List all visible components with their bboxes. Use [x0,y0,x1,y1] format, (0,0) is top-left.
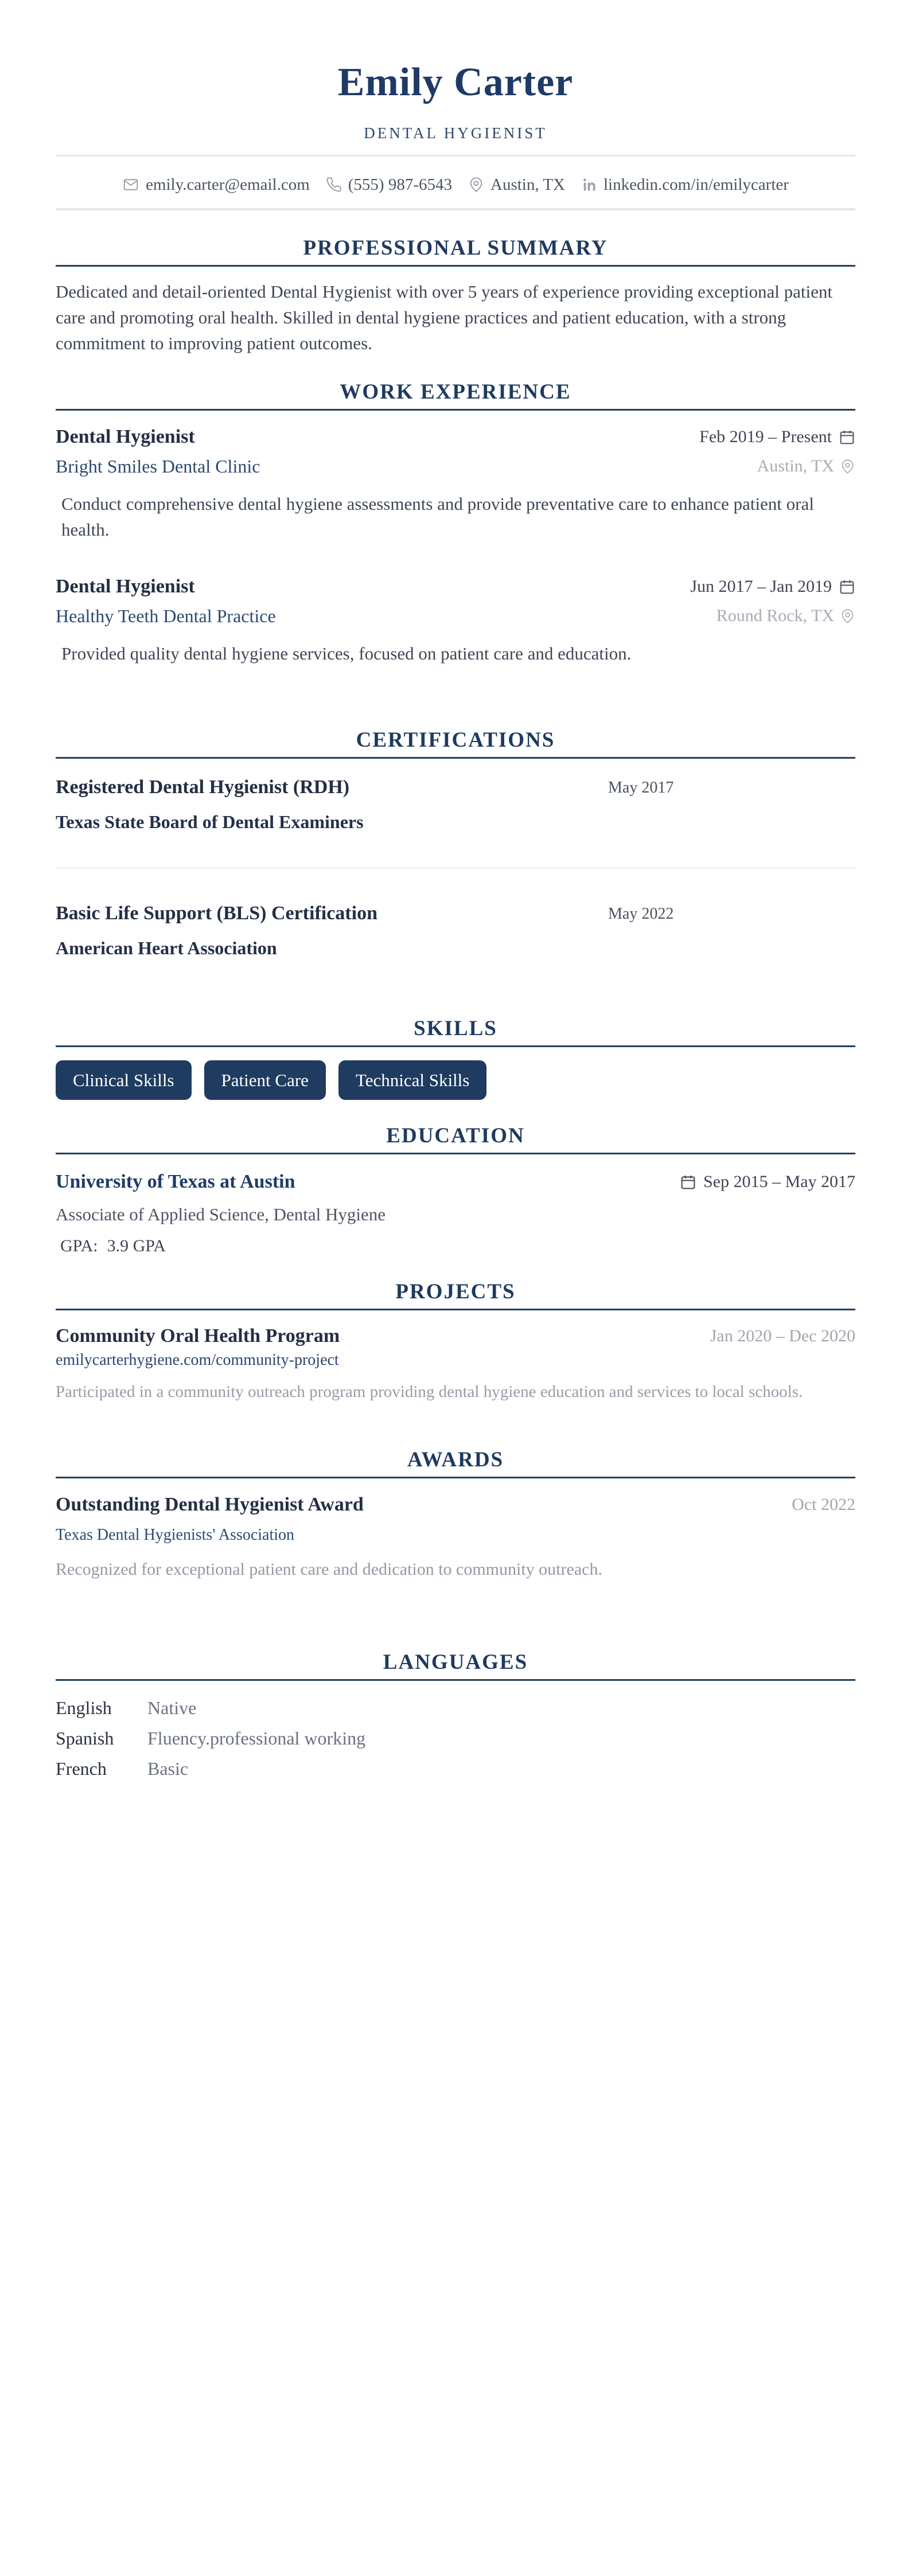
skill-chip: Clinical Skills [56,1060,192,1100]
contact-linkedin [581,175,789,194]
location-pin-icon [468,177,484,193]
education-dates [680,1172,855,1192]
divider [56,208,855,210]
language-list [56,1697,855,1779]
education-entry-row [56,1170,855,1193]
linkedin-icon [581,177,597,193]
person-name: Emily Carter [337,60,574,104]
phone-icon [326,177,342,193]
education-rule [56,1153,855,1154]
language-level: Native [147,1697,197,1718]
contact-location [468,175,565,194]
contact-phone-text: (555) 987-6543 [348,175,452,194]
divider [56,155,855,157]
skill-chip: Patient Care [204,1060,326,1100]
calendar-icon [839,579,855,595]
education-dates-text: Sep 2015 – May 2017 [703,1172,855,1191]
divider [56,868,855,869]
award-date: Oct 2022 [792,1495,855,1514]
job-title: Dental Hygienist [56,576,195,597]
job-dates [690,577,855,596]
section-title-summary: PROFESSIONAL SUMMARY [303,236,608,260]
contact-location-text: Austin, TX [490,175,565,194]
summary-rule [56,265,855,267]
project-name: Community Oral Health Program [56,1325,340,1346]
job-dates [699,427,855,447]
section-title-awards: AWARDS [407,1448,504,1472]
calendar-icon [839,429,855,446]
experience-title-row [56,575,855,598]
certification-name: Registered Dental Hygienist (RDH) [56,776,350,798]
certification-issuer: Texas State Board of Dental Examiners [56,811,364,832]
certification-entry [56,902,855,959]
skills-rule [56,1045,855,1047]
project-description: Participated in a community outreach program providing dental hygiene education and services to local schools. [56,1383,803,1401]
location-pin-icon [840,459,855,474]
section-title-skills: SKILLS [414,1017,497,1040]
award-name: Outstanding Dental Hygienist Award [56,1494,364,1515]
job-dates-text: Feb 2019 – Present [699,427,832,446]
section-title-education: EDUCATION [386,1124,525,1148]
certification-date: May 2022 [608,905,674,923]
gpa-row [56,1236,855,1256]
certifications-rule [56,757,855,759]
job-location [757,456,855,476]
awards-rule [56,1477,855,1478]
projects-rule [56,1309,855,1310]
project-link[interactable]: emilycarterhygiene.com/community-project [56,1351,339,1369]
company-name: Bright Smiles Dental Clinic [56,456,260,477]
job-title: Dental Hygienist [56,426,195,447]
contact-email-text: emily.carter@email.com [146,175,310,194]
language-row [56,1758,855,1779]
job-description: Provided quality dental hygiene services, focused on patient care and education. [61,643,632,663]
language-row [56,1697,855,1719]
contact-row [56,174,855,195]
school-name: University of Texas at Austin [56,1171,295,1192]
skill-chip: Technical Skills [338,1060,486,1100]
skills-chip-list [56,1060,855,1100]
experience-entry [56,575,855,666]
job-dates-text: Jun 2017 – Jan 2019 [690,577,832,596]
language-row [56,1727,855,1749]
experience-company-row [56,455,855,477]
company-name: Healthy Teeth Dental Practice [56,606,276,626]
certification-entry [56,776,855,833]
experience-company-row [56,605,855,627]
section-title-experience: WORK EXPERIENCE [340,380,571,404]
section-title-languages: LANGUAGES [383,1650,528,1674]
project-dates: Jan 2020 – Dec 2020 [710,1326,855,1345]
languages-rule [56,1679,855,1681]
envelope-icon [122,176,139,193]
job-location [717,606,855,626]
certification-issuer: American Heart Association [56,938,277,958]
language-name: Spanish [56,1728,114,1748]
language-level: Basic [147,1758,189,1779]
contact-email [122,175,310,194]
contact-phone [326,175,452,194]
degree: Associate of Applied Science, Dental Hygiene [56,1204,386,1224]
person-job-title: DENTAL HYGIENIST [364,124,547,142]
gpa-value: 3.9 GPA [107,1236,166,1255]
award-entry [56,1493,855,1581]
gpa-label: GPA: [60,1236,98,1255]
project-entry [56,1325,855,1403]
award-title-row [56,1493,855,1516]
language-name: English [56,1697,112,1718]
section-title-certifications: CERTIFICATIONS [356,728,555,752]
language-level: Fluency.professional working [147,1728,366,1748]
contact-linkedin-text: linkedin.com/in/emilycarter [603,175,789,194]
experience-entry [56,426,855,542]
experience-title-row [56,426,855,448]
certification-name: Basic Life Support (BLS) Certification [56,903,377,924]
job-location-text: Round Rock, TX [716,606,834,625]
location-pin-icon [840,608,855,624]
project-title-row [56,1325,855,1348]
job-description: Conduct comprehensive dental hygiene assessments and provide preventative care to enhance patient oral health. [61,494,814,540]
language-name: French [56,1758,107,1779]
award-issuer: Texas Dental Hygienists' Association [56,1526,295,1544]
summary-text: Dedicated and detail-oriented Dental Hygienist with over 5 years of experience providing exceptional patient care and promoting oral health. Skilled in dental hygiene practices and patient education, with a strong commitment to improving patient outcomes. [56,282,833,353]
calendar-icon [680,1174,696,1191]
experience-rule [56,409,855,411]
award-description: Recognized for exceptional patient care and dedication to community outreach. [56,1560,602,1579]
job-location-text: Austin, TX [757,456,834,475]
certification-date: May 2017 [608,779,674,797]
section-title-projects: PROJECTS [395,1280,516,1303]
